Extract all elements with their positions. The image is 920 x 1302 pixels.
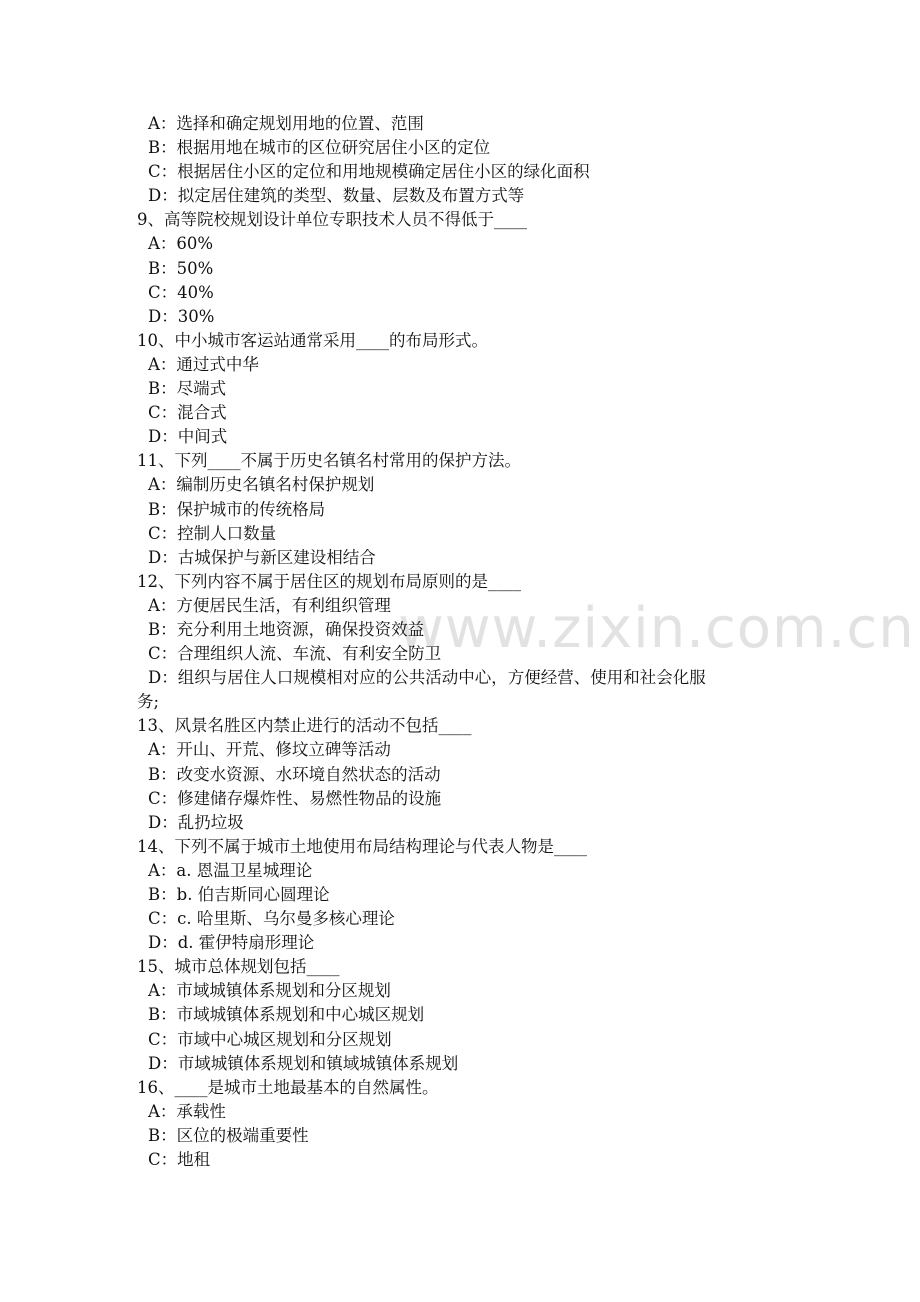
answer-option: A：选择和确定规划用地的位置、范围	[148, 114, 424, 133]
answer-option: B：50%	[148, 258, 214, 278]
answer-option: B：b. 伯吉斯同心圆理论	[148, 885, 330, 904]
answer-option: B：保护城市的传统格局	[148, 499, 326, 519]
answer-option: A：承载性	[148, 1101, 226, 1121]
text-continuation: 务;	[137, 692, 160, 712]
answer-option: D：d. 霍伊特扇形理论	[148, 933, 315, 953]
answer-option: C：40%	[148, 282, 214, 302]
answer-option: D：组织与居住人口规模相对应的公共活动中心，方便经营、使用和社会化服	[148, 668, 706, 688]
answer-option: D：拟定居住建筑的类型、数量、层数及布置方式等	[148, 186, 525, 206]
question-stem: 14、下列不属于城市土地使用布局结构理论与代表人物是____	[137, 836, 587, 856]
question-stem: 11、下列____不属于历史名镇名村常用的保护方法。	[137, 451, 521, 471]
answer-option: D：中间式	[148, 427, 228, 447]
answer-option: A：市域城镇体系规划和分区规划	[148, 981, 391, 1001]
answer-option: C：根据居住小区的定位和用地规模确定居住小区的绿化面积	[148, 162, 590, 182]
answer-option: A：方便居民生活，有利组织管理	[148, 595, 391, 615]
question-stem: 10、中小城市客运站通常采用____的布局形式。	[137, 330, 488, 350]
answer-option: A：通过式中华	[148, 354, 259, 374]
question-list	[137, 112, 797, 1172]
answer-option: C：修建储存爆炸性、易燃性物品的设施	[148, 788, 442, 808]
answer-option: A：a. 恩温卫星城理论	[148, 860, 313, 880]
question-stem: 9、高等院校规划设计单位专职技术人员不得低于____	[137, 210, 527, 230]
answer-option: B：尽端式	[148, 379, 227, 399]
answer-option: D：古城保护与新区建设相结合	[148, 547, 376, 567]
answer-option: C：地租	[148, 1150, 211, 1170]
answer-option: B：区位的极端重要性	[148, 1125, 309, 1145]
answer-option: B：充分利用土地资源，确保投资效益	[148, 619, 425, 639]
answer-option: D：30%	[148, 306, 215, 326]
answer-option: C：控制人口数量	[148, 523, 277, 543]
answer-option: A：开山、开荒、修坟立碑等活动	[148, 740, 391, 760]
answer-option: B：改变水资源、水环境自然状态的活动	[148, 764, 441, 784]
answer-option: D：乱扔垃圾	[148, 812, 244, 832]
answer-option: C：混合式	[148, 403, 227, 423]
answer-option: A：60%	[148, 234, 214, 254]
answer-option: C：c. 哈里斯、乌尔曼多核心理论	[148, 909, 395, 929]
answer-option: C：市域中心城区规划和分区规划	[148, 1029, 392, 1049]
answer-option: A：编制历史名镇名村保护规划	[148, 475, 375, 495]
answer-option: D：市域城镇体系规划和镇域城镇体系规划	[148, 1053, 459, 1073]
answer-option: B：市域城镇体系规划和中心城区规划	[148, 1005, 425, 1025]
watermark: www.zixin.com.cn	[398, 596, 915, 661]
question-stem: 16、____是城市土地最基本的自然属性。	[137, 1077, 439, 1097]
question-stem: 15、城市总体规划包括____	[137, 957, 340, 977]
answer-option: C：合理组织人流、车流、有利安全防卫	[148, 644, 442, 664]
question-stem: 13、风景名胜区内禁止进行的活动不包括____	[137, 716, 472, 736]
question-stem: 12、下列内容不属于居住区的规划布局原则的是____	[137, 571, 521, 591]
answer-option: B：根据用地在城市的区位研究居住小区的定位	[148, 138, 491, 158]
